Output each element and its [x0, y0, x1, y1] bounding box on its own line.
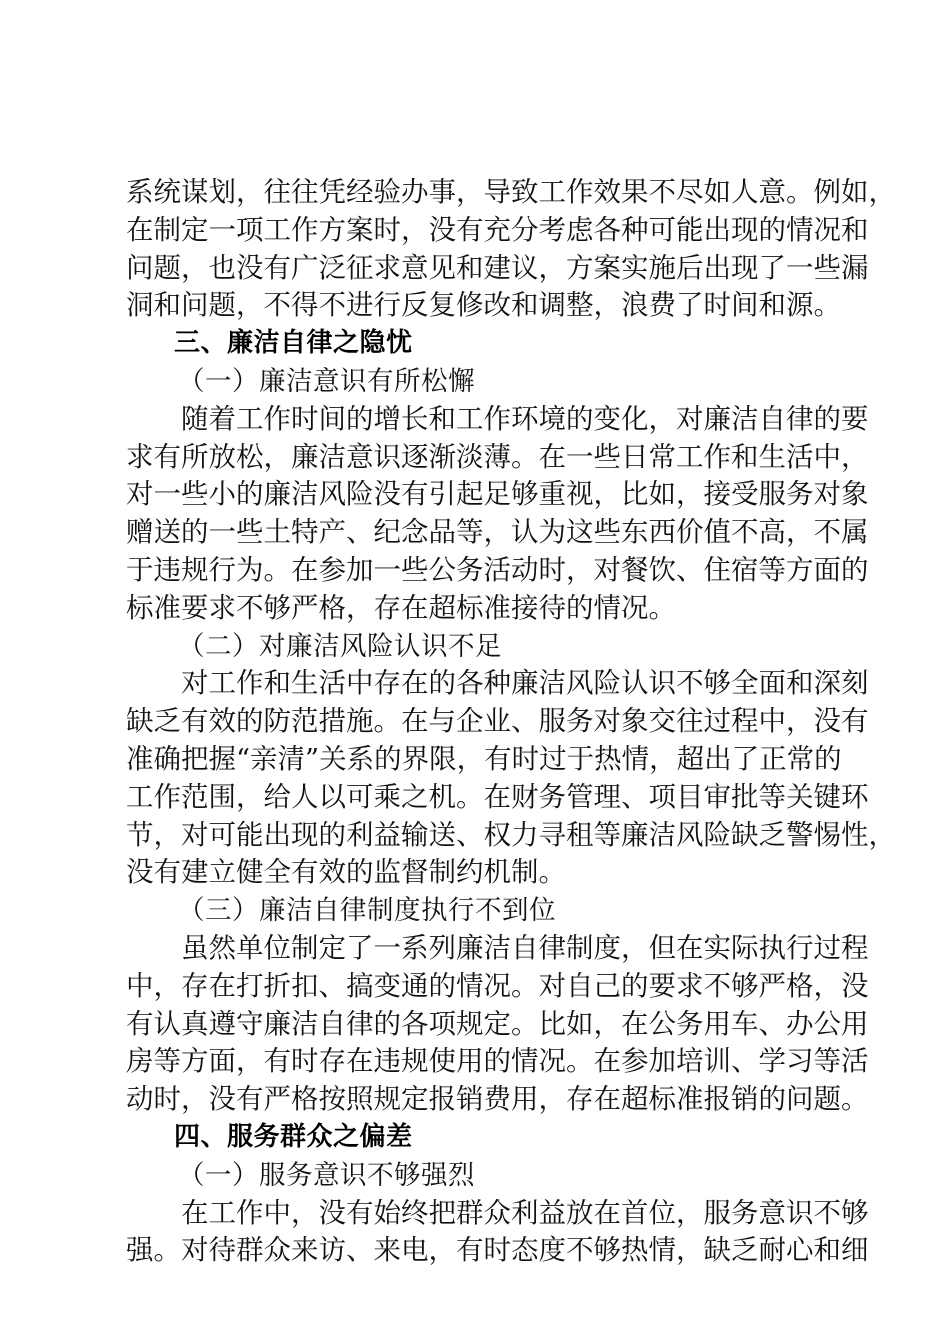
text-line: 中，存在打折扣、搞变通的情况。对自己的要求不够严格，没 [126, 969, 869, 1002]
text-line: 虽然单位制定了一系列廉洁自律制度，但在实际执行过程 [181, 931, 869, 964]
text-line: 对一些小的廉洁风险没有引起足够重视，比如，接受服务对象 [126, 478, 869, 511]
text-line: 节，对可能出现的利益输送、权力寻租等廉洁风险缺乏警惕性， [126, 818, 896, 851]
text-line: 动时，没有严格按照规定报销费用，存在超标准报销的问题。 [126, 1083, 869, 1116]
text-line: 洞和问题，不得不进行反复修改和调整，浪费了时间和源。 [126, 289, 841, 322]
text-line: 工作范围，给人以可乘之机。在财务管理、项目审批等关键环 [126, 780, 869, 813]
text-line: 在制定一项工作方案时，没有充分考虑各种可能出现的情况和 [126, 213, 869, 246]
text-line: 于违规行为。在参加一些公务活动时，对餐饮、住宿等方面的 [126, 553, 869, 586]
text-line: 没有建立健全有效的监督制约机制。 [126, 856, 566, 889]
paragraph [126, 401, 869, 628]
text-line: 强。对待群众来访、来电，有时态度不够热情，缺乏耐心和细 [126, 1234, 869, 1267]
text-line: 标准要求不够严格，存在超标准接待的情况。 [126, 591, 676, 624]
subsection-heading: （一）廉洁意识有所松懈 [178, 365, 475, 397]
document-body [126, 174, 896, 1270]
text-line: 在工作中，没有始终把群众利益放在首位，服务意识不够 [181, 1196, 869, 1229]
text-line: 对工作和生活中存在的各种廉洁风险认识不够全面和深刻 [181, 667, 869, 700]
text-line: 问题，也没有广泛征求意见和建议，方案实施后出现了一些漏 [126, 251, 869, 284]
text-line: 有认真遵守廉洁自律的各项规定。比如，在公务用车、办公用 [126, 1007, 869, 1040]
subsection-heading: （三）廉洁自律制度执行不到位 [178, 895, 556, 927]
paragraph [126, 665, 896, 892]
text-line: 赠送的一些土特产、纪念品等，认为这些东西价值不高，不属 [126, 516, 869, 549]
text-line: 随着工作时间的增长和工作环境的变化，对廉洁自律的要 [181, 402, 869, 435]
section-heading: 三、廉洁自律之隐忧 [174, 328, 413, 359]
paragraph [126, 930, 869, 1119]
text-line: 房等方面，有时存在违规使用的情况。在参加培训、学习等活 [126, 1045, 869, 1078]
text-line: 系统谋划，往往凭经验办事，导致工作效果不尽如人意。例如， [126, 176, 896, 208]
paragraph [126, 174, 896, 325]
text-line: 求有所放松，廉洁意识逐渐淡薄。在一些日常工作和生活中， [126, 440, 869, 473]
subsection-heading: （一）服务意识不够强烈 [178, 1159, 475, 1191]
paragraph [126, 1195, 869, 1271]
section-heading: 四、服务群众之偏差 [174, 1121, 413, 1152]
text-line: 准确把握“亲清”关系的界限，有时过于热情，超出了正常的 [126, 742, 842, 775]
text-line: 缺乏有效的防范措施。在与企业、服务对象交往过程中，没有 [126, 705, 869, 738]
subsection-heading: （二）对廉洁风险认识不足 [178, 630, 502, 662]
